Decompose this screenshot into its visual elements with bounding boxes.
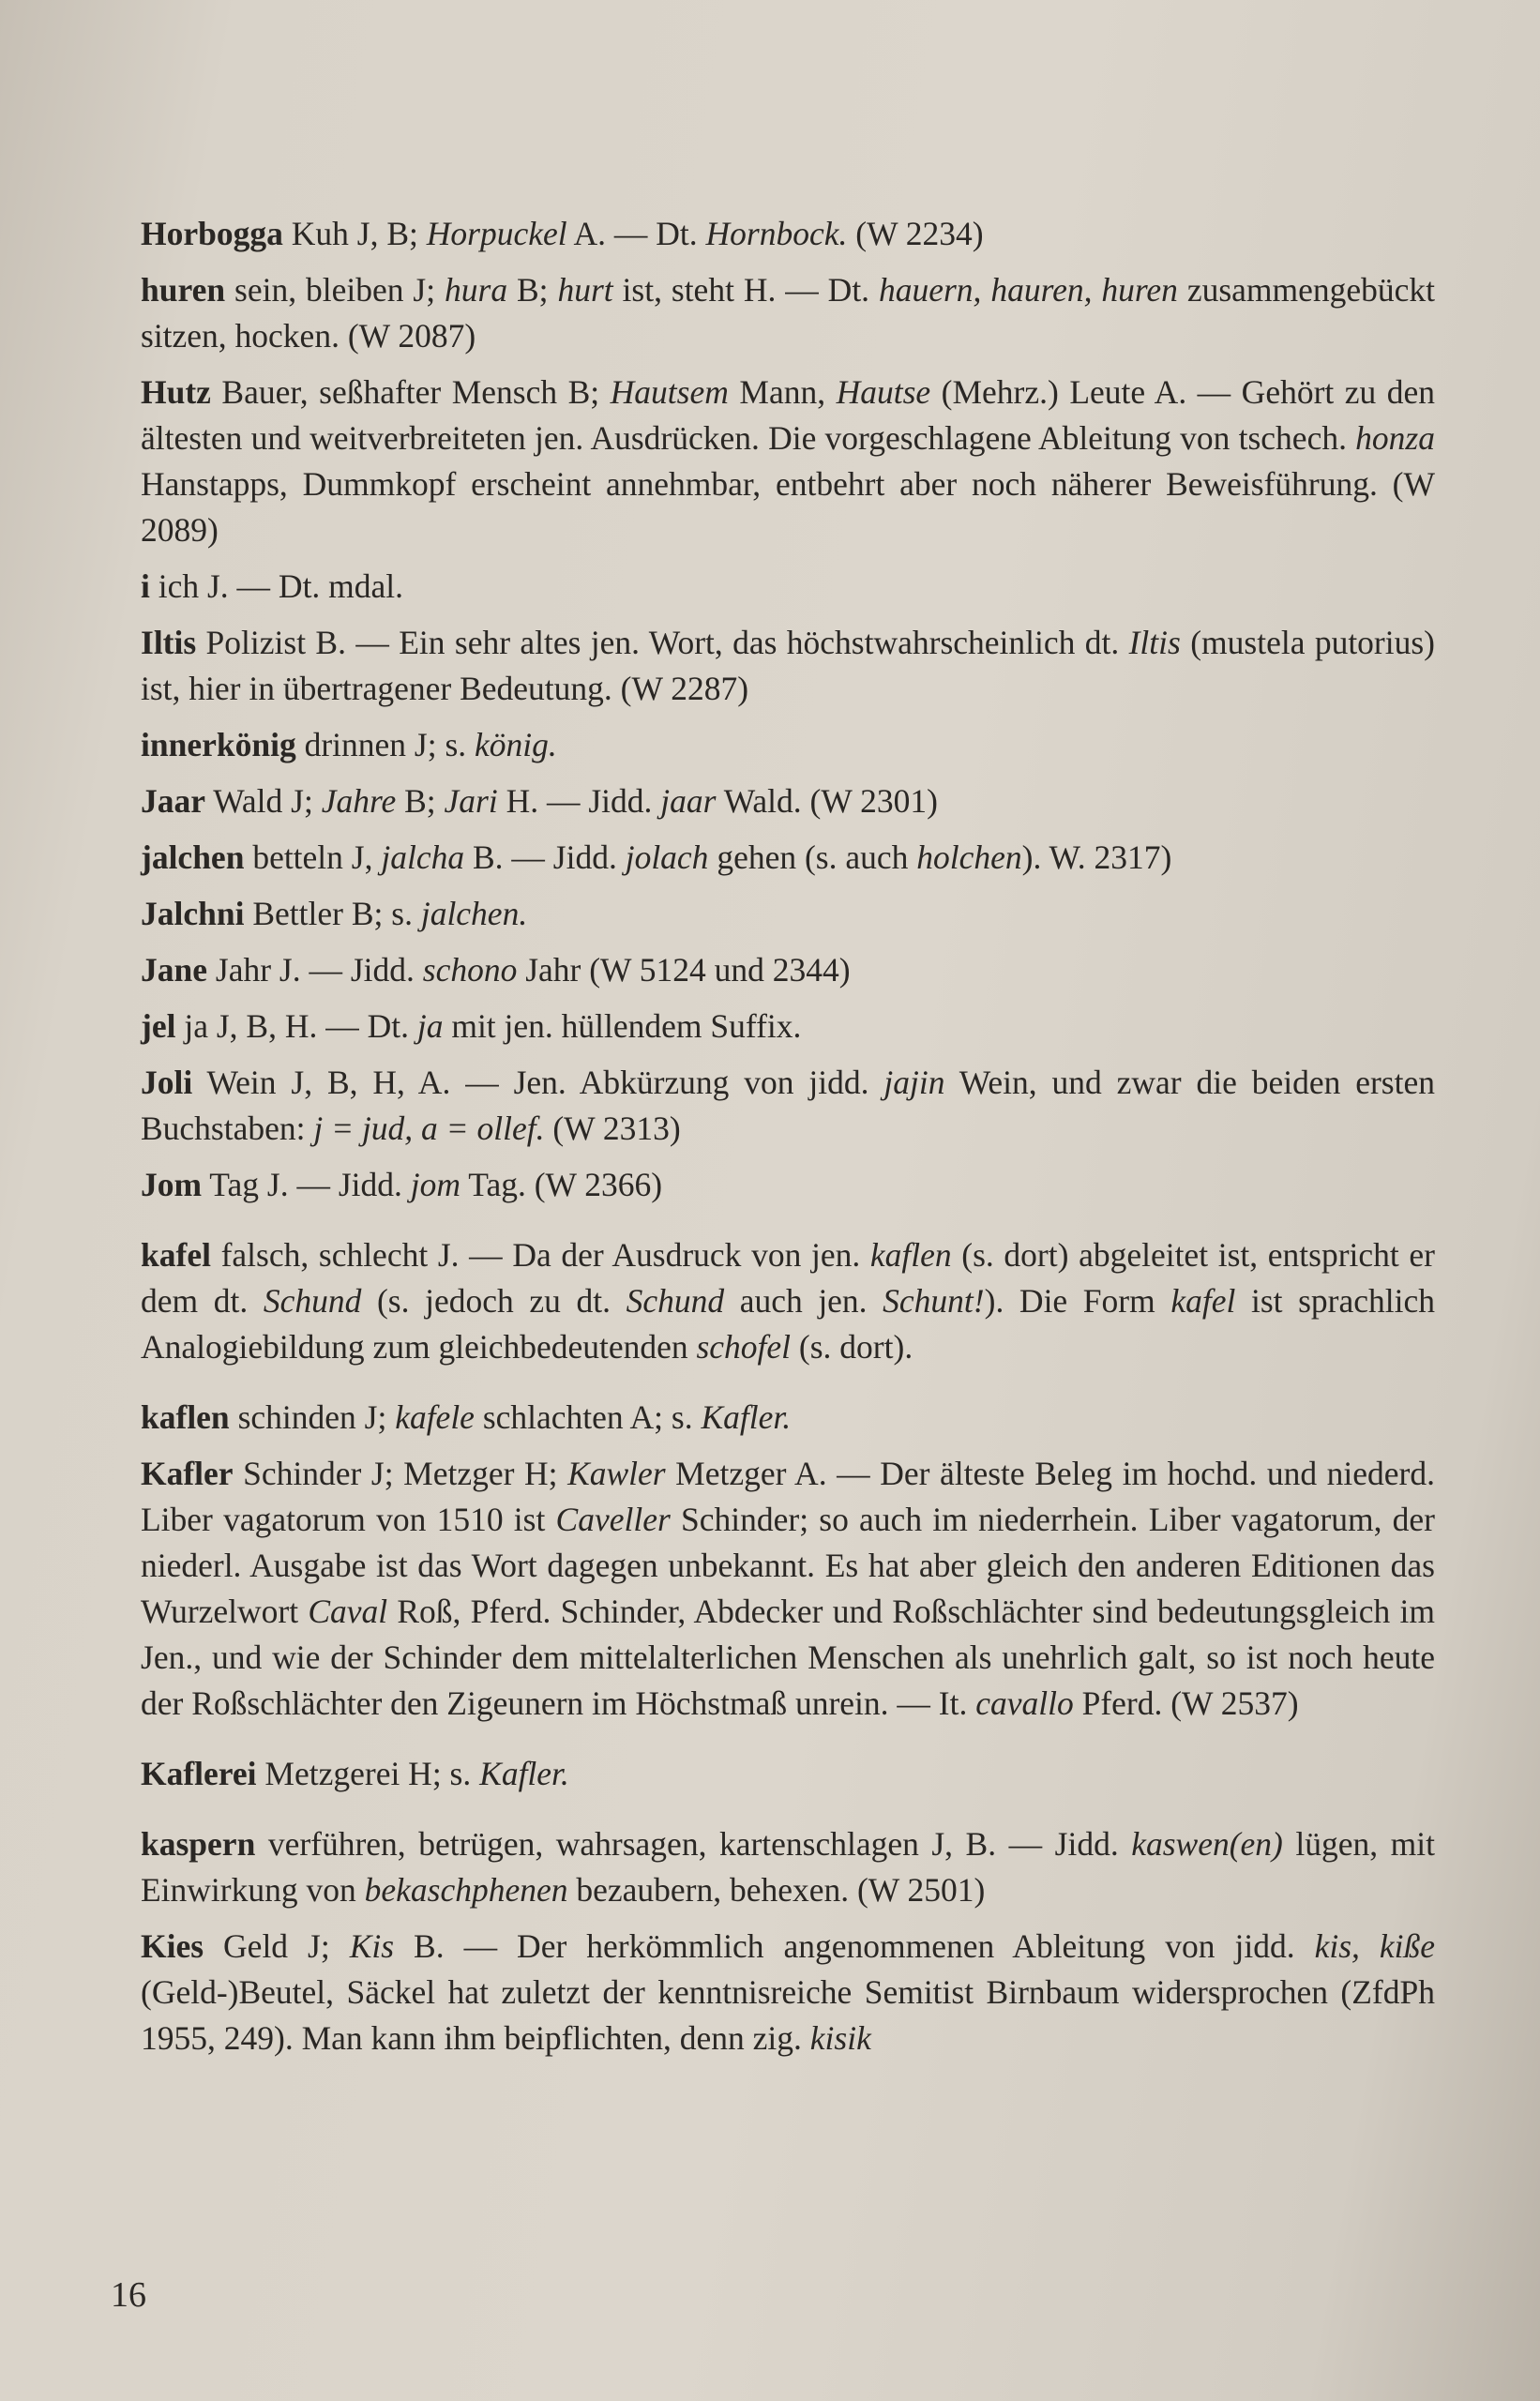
entry-text: mit jen. hüllendem Suffix. (443, 1007, 802, 1045)
dictionary-entry (141, 370, 1435, 553)
italic-term: j = jud, a = ollef. (313, 1110, 545, 1147)
entry-text: (W 2234) (847, 215, 984, 252)
entry-text: (s. dort). (791, 1328, 913, 1366)
entry-text: (Mehrz.) Leute A. — Gehört zu den ältesten und weitverbreiteten jen. Ausdrücken. Die vorgeschlagene Ableitung von tschech. (141, 373, 1436, 457)
entry-text: B. — Jidd. (464, 838, 626, 876)
entry-headword: jel (141, 1007, 176, 1045)
entry-headword: Joli (141, 1064, 193, 1101)
italic-term: kisik (809, 2019, 871, 2057)
italic-term: kaflen (869, 1236, 952, 1274)
italic-term: Kafler. (479, 1755, 569, 1792)
italic-term: könig. (475, 726, 557, 763)
entry-text: Polizist B. — Ein sehr altes jen. Wort, das höchstwahrscheinlich dt. (196, 624, 1129, 661)
entry-text: B. — Der herkömmlich angenommenen Ableitung von jidd. (394, 1927, 1315, 1965)
entry-text: (Geld-)Beutel, Säckel hat zuletzt der kenntnisreiche Semitist Birnbaum widersprochen (ZfdPh 1955, 249). Man kann ihm beipflichten, denn zig. (141, 1973, 1435, 2057)
dictionary-entry (141, 1924, 1435, 2061)
entry-text: Roß, Pferd. Schinder, Abdecker und Roßschlächter sind bedeutungsgleich im Jen., und wie der Schinder dem mittelalterlichen Menschen als unehrlich galt, so ist noch heute der Roßschlächter den Zigeunern im Höchstmaß unrein. — It. (141, 1593, 1435, 1722)
italic-term: schofel (696, 1328, 792, 1366)
dictionary-entry (141, 620, 1435, 712)
italic-term: Iltis (1128, 624, 1181, 661)
italic-term: Schunt! (883, 1282, 985, 1320)
entry-text: falsch, schlecht J. — Da der Ausdruck von jen. (210, 1236, 870, 1274)
entry-text: Pferd. (W 2537) (1073, 1684, 1299, 1722)
entry-text: ). Die Form (984, 1282, 1171, 1320)
entry-text: Schinder; so auch im niederrhein. Liber vagatorum, der niederl. Ausgabe ist das Wort dagegen unbekannt. Es hat aber gleich den anderen Editionen das Wurzelwort (141, 1501, 1436, 1630)
entry-headword: Iltis (141, 624, 197, 661)
italic-term: Jahre (321, 782, 397, 820)
entry-headword: Kafler (141, 1455, 234, 1492)
entry-text: Geld J; (204, 1927, 350, 1965)
dictionary-entries (141, 211, 1435, 2072)
entry-text: (s. dort) abgeleitet ist, entspricht er dem dt. (141, 1236, 1435, 1320)
page-number: 16 (111, 2275, 146, 2315)
entry-headword: Jalchni (141, 895, 245, 932)
italic-term: Hornbock. (705, 215, 848, 252)
dictionary-entry (141, 1395, 1435, 1441)
entry-headword: innerkönig (141, 726, 296, 763)
dictionary-entry (141, 1060, 1435, 1152)
entry-headword: i (141, 567, 150, 605)
entry-text: (s. jedoch zu dt. (361, 1282, 627, 1320)
dictionary-entry (141, 211, 1435, 257)
entry-text: Metzger A. — Der älteste Beleg im hochd. und niederd. Liber vagatorum von 1510 ist (141, 1455, 1436, 1538)
italic-term: hura (445, 271, 508, 309)
entry-text: Wald J; (205, 782, 322, 820)
entry-text: (mustela putorius) ist, hier in übertragener Bedeutung. (W 2287) (141, 624, 1435, 707)
italic-term: Kawler (567, 1455, 666, 1492)
entry-text: zusammengebückt sitzen, hocken. (W 2087) (141, 271, 1436, 355)
italic-term: Caveller (555, 1501, 671, 1538)
entry-text: schlachten A; s. (474, 1398, 702, 1436)
italic-term: hurt (557, 271, 613, 309)
entry-text: Hanstapps, Dummkopf erscheint annehmbar, entbehrt aber noch näherer Beweisführung. (W 2089) (141, 465, 1435, 549)
dictionary-entry (141, 1451, 1435, 1727)
italic-term: Kafler. (701, 1398, 792, 1436)
entry-headword: kaspern (141, 1825, 256, 1863)
italic-term: Schund (626, 1282, 725, 1320)
entry-text: bezaubern, behexen. (W 2501) (567, 1871, 986, 1909)
entry-headword: Kies (141, 1927, 204, 1965)
italic-term: jalchen. (420, 895, 528, 932)
dictionary-entry (141, 778, 1435, 824)
entry-headword: Jaar (141, 782, 206, 820)
italic-term: Schund (263, 1282, 362, 1320)
entry-text: ja J, B, H. — Dt. (175, 1007, 417, 1045)
entry-text: betteln J, (244, 838, 382, 876)
entry-headword: Hutz (141, 373, 211, 411)
entry-text: verführen, betrügen, wahrsagen, kartenschlagen J, B. — Jidd. (255, 1825, 1132, 1863)
entry-headword: kaflen (141, 1398, 230, 1436)
dictionary-entry (141, 1232, 1435, 1370)
entry-text: Wein J, B, H, A. — Jen. Abkürzung von jidd. (192, 1064, 884, 1101)
entry-text: A. — Dt. (566, 215, 706, 252)
entry-text: Kuh J, B; (282, 215, 427, 252)
italic-term: hauern, hauren, huren (878, 271, 1178, 309)
dictionary-entry (141, 564, 1435, 610)
italic-term: jom (410, 1166, 461, 1203)
dictionary-entry (141, 1821, 1435, 1913)
italic-term: holchen (916, 838, 1022, 876)
italic-term: jalcha (381, 838, 465, 876)
entry-text: B; (396, 782, 445, 820)
entry-text: Mann, (728, 373, 837, 411)
dictionary-entry (141, 835, 1435, 881)
entry-text: Wald. (W 2301) (716, 782, 938, 820)
entry-text: schinden J; (229, 1398, 396, 1436)
italic-term: kis, kiße (1314, 1927, 1436, 1965)
italic-term: jajin (883, 1064, 945, 1101)
italic-term: kafele (395, 1398, 475, 1436)
italic-term: Horpuckel (426, 215, 567, 252)
entry-text: Bettler B; s. (244, 895, 421, 932)
entry-text: ). W. 2317) (1021, 838, 1172, 876)
entry-headword: Jane (141, 951, 207, 989)
dictionary-entry (141, 722, 1435, 768)
dictionary-entry (141, 1751, 1435, 1797)
italic-term: jolach (625, 838, 709, 876)
entry-text: ist, steht H. — Dt. (612, 271, 879, 309)
entry-text: Jahr (W 5124 und 2344) (517, 951, 851, 989)
italic-term: cavallo (975, 1684, 1074, 1722)
italic-term: honza (1355, 419, 1435, 457)
dictionary-entry (141, 947, 1435, 993)
entry-text: Tag. (W 2366) (460, 1166, 663, 1203)
entry-text: sein, bleiben J; (225, 271, 445, 309)
entry-text: H. — Jidd. (497, 782, 661, 820)
entry-text: auch jen. (724, 1282, 883, 1320)
italic-term: Hautse (836, 373, 931, 411)
entry-text: lügen, mit Einwirkung von (141, 1825, 1435, 1909)
entry-text: (W 2313) (544, 1110, 681, 1147)
dictionary-entry (141, 1004, 1435, 1049)
entry-text: Bauer, seßhafter Mensch B; (210, 373, 611, 411)
entry-text: Schinder J; Metzger H; (233, 1455, 568, 1492)
italic-term: Hautsem (610, 373, 729, 411)
entry-text: Tag J. — Jidd. (202, 1166, 411, 1203)
entry-text: gehen (s. auch (708, 838, 917, 876)
italic-term: schono (422, 951, 518, 989)
entry-headword: Kaflerei (141, 1755, 257, 1792)
entry-text: ich J. — Dt. mdal. (149, 567, 404, 605)
dictionary-entry (141, 1162, 1435, 1208)
italic-term: ja (416, 1007, 444, 1045)
entry-text: Jahr J. — Jidd. (207, 951, 423, 989)
entry-text: ist sprachlich Analogiebildung zum gleichbedeutenden (141, 1282, 1435, 1366)
entry-headword: jalchen (141, 838, 245, 876)
entry-text: B; (507, 271, 558, 309)
italic-term: kafel (1170, 1282, 1236, 1320)
entry-headword: huren (141, 271, 226, 309)
dictionary-entry (141, 891, 1435, 937)
italic-term: bekaschphenen (364, 1871, 568, 1909)
entry-text: Wein, und zwar die beiden ersten Buchstaben: (141, 1064, 1435, 1147)
italic-term: Jari (444, 782, 498, 820)
italic-term: Kis (349, 1927, 395, 1965)
dictionary-entry (141, 267, 1435, 359)
entry-headword: kafel (141, 1236, 211, 1274)
entry-text: drinnen J; s. (295, 726, 476, 763)
entry-headword: Jom (141, 1166, 203, 1203)
italic-term: kaswen(en) (1131, 1825, 1283, 1863)
entry-text: Metzgerei H; s. (256, 1755, 480, 1792)
italic-term: Caval (308, 1593, 388, 1630)
italic-term: jaar (660, 782, 717, 820)
entry-headword: Horbogga (141, 215, 283, 252)
